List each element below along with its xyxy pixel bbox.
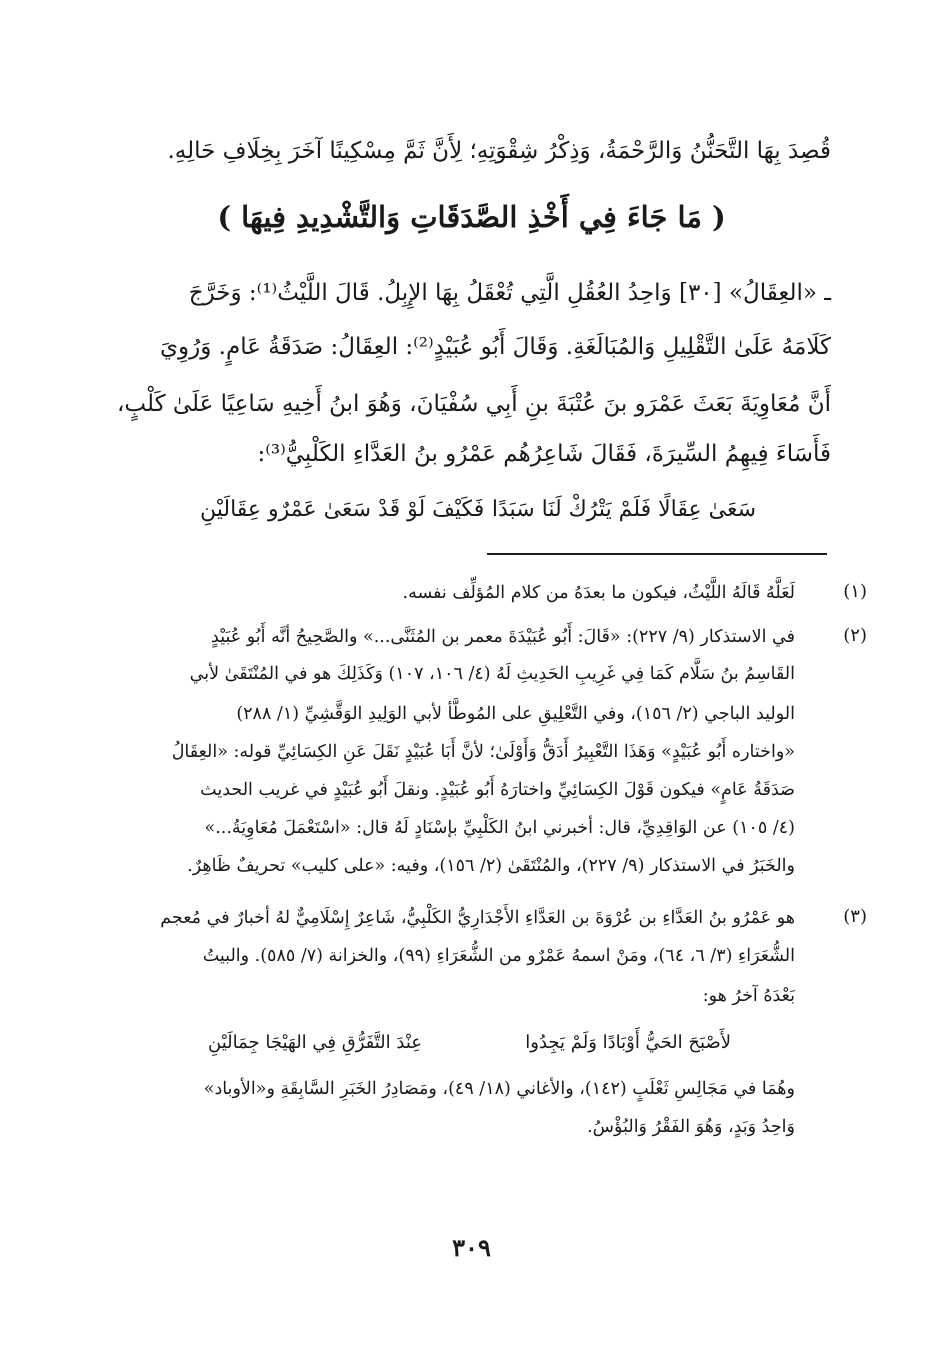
footnote-verse-first-hemistich: لأَصْبَحَ الحَيُّ أَوْبَادًا وَلَمْ يَجِدُوا	[525, 1032, 731, 1053]
main-text-line: كَلَامَهُ عَلَىٰ التَّقْلِيلِ وَالمُبَالَغَةِ. وَقَالَ أَبُو عُبَيْدٍ⁽²⁾: العِقَالُ: صَدَقَةُ عَامٍ. وَرُوِيَ	[160, 334, 831, 360]
footnote-line: القَاسِمُ بنُ سَلَّام كَمَا فِي غَرِيبِ الحَدِيثِ لَهُ (٤/ ١٠٦، ١٠٧) وَكَذَلِكَ هو في المُنْتَقَىٰ لأبي	[189, 664, 795, 684]
section-title: ( مَا جَاءَ فِي أَخْذِ الصَّدَقَاتِ وَالتَّشْدِيدِ فِيهَا )	[217, 200, 726, 234]
footnote-line: هو عَمْرُو بنُ العَدَّاءِ بن عُرْوَةَ بن العَدَّاءِ الأَجْدَارِيُّ الكَلْبِيُّ، شَاعِرٌ إِسْلَامِيٌّ لهُ أخبارٌ في مُعجم	[160, 908, 795, 928]
footnote-line: (٤/ ١٠٥) عن الوَاقِدِيِّ، قال: أخبرني ابنُ الكَلْبِيِّ بإسْنَادٍ لَهُ قال: «اسْتَعْمَلَ مُعَاوِيَةُ...»	[204, 818, 795, 838]
footnote-line: الشُّعَرَاءِ (٣/ ٦، ٦٤)، ومَنْ اسمهُ عَمْرٌو من الشُّعَرَاءِ (٩٩)، والخزانة (٧/ ٥٨٥). والبيتُ	[202, 946, 795, 966]
footnote-line: الوليد الباجي (٢/ ١٥٦)، وفي التَّعْلِيقِ على المُوطَّأ لأبي الوَلِيدِ الوَقَّشِيِّ (١/ ٢٨٨)	[236, 704, 795, 724]
footnote-line: والخَبَرُ في الاستذكار (٩/ ٢٢٧)، والمُنْتَقَىٰ (٢/ ١٥٦)، وفيه: «على كليب» تحريفٌ ظَاهِرٌ.	[187, 856, 795, 876]
footnote-line: وَاحِدُ وَبَدٍ، وَهُوَ الفَقْرُ وَالبُؤْسُ.	[587, 1117, 795, 1137]
footnote-line: لَعَلَّهُ قَالَهُ اللَّيْثُ، فيكون ما بعدَهُ من كلام المُؤلِّف نفسه.	[402, 583, 795, 603]
footnote-number: (٣)	[843, 906, 867, 927]
main-text-line: قُصِدَ بِهَا التَّحَنُّنُ وَالرَّحْمَةُ، وَذِكْرُ شِقْوَتِهِ؛ لِأَنَّ ثَمَّ مِسْكِينًا آخَرَ بِخِلَافِ حَالِهِ.	[167, 138, 831, 164]
page-number: ٣٠٩	[452, 1233, 491, 1262]
footnote-line: وهُمَا في مَجَالِسِ ثَعْلَبٍ (١٤٢)، والأغاني (١٨/ ٤٩)، ومَصَادِرُ الخَبَرِ السَّابِقَةِ و«الأوباد»	[203, 1079, 795, 1099]
footnote-verse-second-hemistich: عِنْدَ التَّفَرُّقِ فِي الهَيْجَا جِمَالَيْنِ	[208, 1032, 422, 1053]
footnote-line: في الاستذكار (٩/ ٢٢٧): «قَالَ: أَبُو عُبَيْدَةَ معمر بن المُثَنَّى...» والصَّحِيحُ أنَّه أَبُو عُبَيْدٍ	[211, 627, 795, 647]
verse-second-hemistich: فَكَيْفَ لَوْ قَدْ سَعَىٰ عَمْرٌو عِقَالَيْنِ	[200, 497, 485, 522]
footnote-line: «واختاره أَبُو عُبَيْدٍ» وَهَذَا التَّعْبِيرُ أَدَقُّ وَأَوْلَىٰ؛ لأنَّ أَبَا عُبَيْدٍ نَقَلَ عَنِ الكِسَائِيِّ قوله: «العِقَالُ	[171, 742, 795, 762]
footnote-number: (٢)	[843, 625, 867, 646]
main-text-line: فَأَسَاءَ فِيهِمُ السِّيرَةَ، فَقَالَ شَاعِرُهُم عَمْرُو بنُ العَدَّاءِ الكَلْبِيُّ⁽³⁾:	[257, 441, 831, 467]
footnote-line: بَعْدَهُ آخرُ هو:	[702, 986, 795, 1006]
main-text-line: أَنَّ مُعَاوِيَةَ بَعَثَ عَمْرَو بنَ عُتْبَةَ بنِ أَبِي سُفْيَانَ، وَهُوَ ابنُ أَخِيهِ سَاعِيًا عَلَىٰ كَلْبٍ،	[116, 391, 831, 417]
footnote-line: صَدَقَةُ عَامٍ» فيكون قَوْلَ الكِسَائِيِّ واختارَهُ أَبُو عُبَيْدٍ. ونقلَ أَبُو عُبَيْدٍ في غريب الحديث	[200, 780, 795, 800]
verse-first-hemistich: سَعَىٰ عِقَالًا فَلَمْ يَتْرُكْ لَنَا سَبَدًا	[491, 497, 756, 522]
footnote-number: (١)	[843, 581, 867, 602]
main-text-line: ـ «العِقَالُ» [٣٠] وَاحِدُ العُقُلِ الَّتِي تُعْقَلُ بِهَا الإِبِلُ. قَالَ اللَّيْثُ⁽¹⁾: وَخَرَّجَ	[188, 280, 831, 306]
footnote-separator	[487, 553, 827, 555]
